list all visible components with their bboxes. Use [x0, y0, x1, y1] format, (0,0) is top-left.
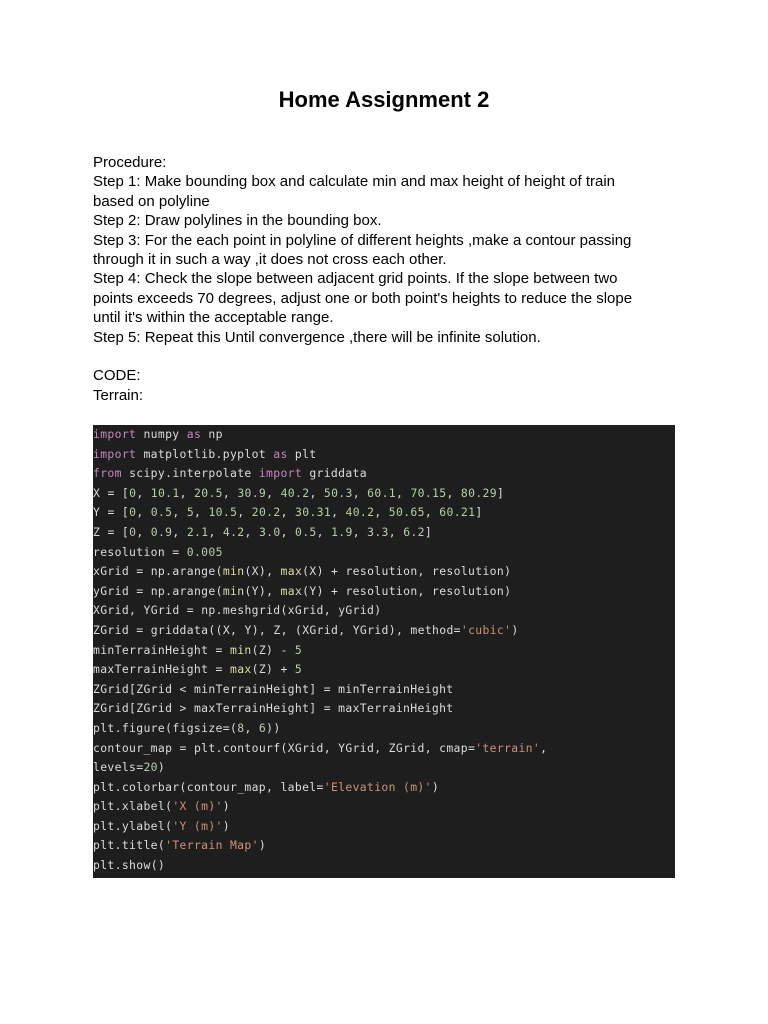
- code-line: from scipy.interpolate import griddata: [93, 466, 367, 481]
- procedure-line: Step 3: For the each point in polyline of different heights ,make a contour passing: [93, 231, 632, 249]
- procedure-line: [93, 347, 683, 366]
- code-line: maxTerrainHeight = max(Z) + 5: [93, 662, 303, 677]
- code-line: Z = [0, 0.9, 2.1, 4.2, 3.0, 0.5, 1.9, 3.3, 6.2]: [93, 524, 433, 539]
- procedure-line: Procedure:: [93, 154, 167, 171]
- code-line: plt.ylabel('Y (m)'): [93, 818, 230, 833]
- code-line: yGrid = np.arange(min(Y), max(Y) + resolution, resolution): [93, 583, 512, 598]
- procedure-line: points exceeds 70 degrees, adjust one or both point's heights to reduce the slope: [93, 289, 633, 307]
- code-line: xGrid = np.arange(min(X), max(X) + resolution, resolution): [93, 564, 512, 579]
- code-line: X = [0, 10.1, 20.5, 30.9, 40.2, 50.3, 60.1, 70.15, 80.29]: [93, 485, 505, 500]
- code-line: plt.colorbar(contour_map, label='Elevation (m)'): [93, 779, 440, 794]
- code-line: plt.xlabel('X (m)'): [93, 799, 230, 814]
- code-line: ZGrid = griddata((X, Y), Z, (XGrid, YGrid), method='cubic'): [93, 622, 519, 637]
- code-block: [93, 425, 675, 878]
- code-line: XGrid, YGrid = np.meshgrid(xGrid, yGrid): [93, 603, 382, 618]
- page-title: Home Assignment 2: [278, 87, 490, 112]
- code-line: contour_map = plt.contourf(XGrid, YGrid, ZGrid, cmap='terrain',: [93, 740, 548, 755]
- procedure-line: through it in such a way ,it does not cross each other.: [93, 251, 447, 269]
- procedure-line: Terrain:: [93, 386, 144, 404]
- code-line: plt.show(): [93, 858, 166, 873]
- procedure-text: [93, 153, 683, 405]
- procedure-line: Step 1: Make bounding box and calculate min and max height of height of train: [93, 173, 616, 191]
- procedure-line: based on polyline: [93, 192, 210, 210]
- code-line: ZGrid[ZGrid > maxTerrainHeight] = maxTerrainHeight: [93, 701, 454, 716]
- procedure-line: until it's within the acceptable range.: [93, 309, 334, 327]
- code-line: plt.title('Terrain Map'): [93, 838, 267, 853]
- code-line: import matplotlib.pyplot as plt: [93, 446, 317, 461]
- procedure-line: Step 4: Check the slope between adjacent grid points. If the slope between two: [93, 270, 618, 288]
- procedure-line: Step 2: Draw polylines in the bounding box.: [93, 212, 382, 230]
- code-line: import numpy as np: [93, 427, 223, 441]
- code-line: Y = [0, 0.5, 5, 10.5, 20.2, 30.31, 40.2, 50.65, 60.21]: [93, 505, 483, 520]
- code-line: plt.figure(figsize=(8, 6)): [93, 720, 281, 735]
- code-line: ZGrid[ZGrid < minTerrainHeight] = minTerrainHeight: [93, 681, 454, 696]
- code-line: minTerrainHeight = min(Z) - 5: [93, 642, 303, 657]
- procedure-line: CODE:: [93, 367, 141, 385]
- code-line: resolution = 0.005: [93, 544, 223, 559]
- procedure-line: Step 5: Repeat this Until convergence ,there will be infinite solution.: [93, 328, 541, 346]
- code-line: levels=20): [93, 760, 166, 775]
